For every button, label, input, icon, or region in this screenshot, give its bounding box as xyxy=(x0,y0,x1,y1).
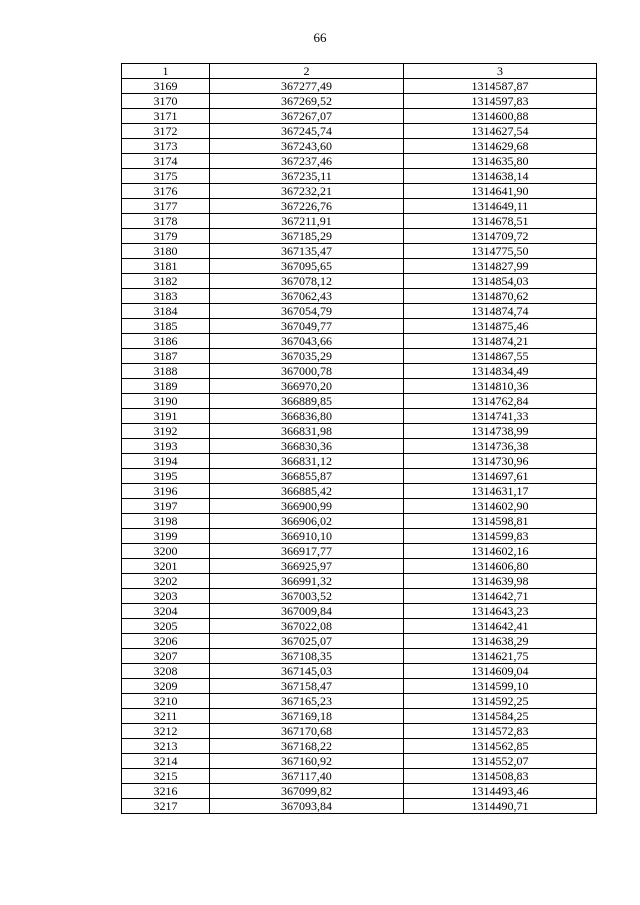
point-number-cell: 3187 xyxy=(122,349,210,364)
y-coordinate-cell: 1314600,88 xyxy=(404,109,597,124)
table-body xyxy=(122,79,597,814)
x-coordinate-cell: 367003,52 xyxy=(210,589,404,604)
y-coordinate-cell: 1314638,29 xyxy=(404,634,597,649)
x-coordinate-cell: 367009,84 xyxy=(210,604,404,619)
column-header-2: 2 xyxy=(210,64,404,79)
point-number-cell: 3188 xyxy=(122,364,210,379)
point-number-cell: 3191 xyxy=(122,409,210,424)
y-coordinate-cell: 1314606,80 xyxy=(404,559,597,574)
point-number-cell: 3202 xyxy=(122,574,210,589)
table-row xyxy=(122,424,597,439)
table-row xyxy=(122,694,597,709)
page-number: 66 xyxy=(313,30,327,45)
table-row xyxy=(122,259,597,274)
point-number-cell: 3169 xyxy=(122,79,210,94)
table-header-row xyxy=(122,64,597,79)
y-coordinate-cell: 1314584,25 xyxy=(404,709,597,724)
y-coordinate-cell: 1314639,98 xyxy=(404,574,597,589)
table-row xyxy=(122,454,597,469)
x-coordinate-cell: 367269,52 xyxy=(210,94,404,109)
table-row xyxy=(122,574,597,589)
x-coordinate-cell: 367078,12 xyxy=(210,274,404,289)
table-row xyxy=(122,784,597,799)
y-coordinate-cell: 1314599,83 xyxy=(404,529,597,544)
table-row xyxy=(122,469,597,484)
table-row xyxy=(122,289,597,304)
y-coordinate-cell: 1314827,99 xyxy=(404,259,597,274)
x-coordinate-cell: 367093,84 xyxy=(210,799,404,814)
y-coordinate-cell: 1314552,07 xyxy=(404,754,597,769)
y-coordinate-cell: 1314642,71 xyxy=(404,589,597,604)
x-coordinate-cell: 367108,35 xyxy=(210,649,404,664)
y-coordinate-cell: 1314597,83 xyxy=(404,94,597,109)
table-row xyxy=(122,664,597,679)
x-coordinate-cell: 367169,18 xyxy=(210,709,404,724)
y-coordinate-cell: 1314730,96 xyxy=(404,454,597,469)
x-coordinate-cell: 366900,99 xyxy=(210,499,404,514)
table-row xyxy=(122,154,597,169)
y-coordinate-cell: 1314643,23 xyxy=(404,604,597,619)
y-coordinate-cell: 1314741,33 xyxy=(404,409,597,424)
point-number-cell: 3207 xyxy=(122,649,210,664)
point-number-cell: 3213 xyxy=(122,739,210,754)
table-row xyxy=(122,559,597,574)
table-row xyxy=(122,139,597,154)
y-coordinate-cell: 1314810,36 xyxy=(404,379,597,394)
x-coordinate-cell: 367117,40 xyxy=(210,769,404,784)
table-row xyxy=(122,334,597,349)
point-number-cell: 3177 xyxy=(122,199,210,214)
table-row xyxy=(122,199,597,214)
y-coordinate-cell: 1314870,62 xyxy=(404,289,597,304)
table-row xyxy=(122,619,597,634)
x-coordinate-cell: 367049,77 xyxy=(210,319,404,334)
x-coordinate-cell: 367160,92 xyxy=(210,754,404,769)
x-coordinate-cell: 367145,03 xyxy=(210,664,404,679)
table-row xyxy=(122,244,597,259)
point-number-cell: 3196 xyxy=(122,484,210,499)
y-coordinate-cell: 1314641,90 xyxy=(404,184,597,199)
point-number-cell: 3214 xyxy=(122,754,210,769)
table-row xyxy=(122,604,597,619)
x-coordinate-cell: 367135,47 xyxy=(210,244,404,259)
table-row xyxy=(122,349,597,364)
table-row xyxy=(122,799,597,814)
point-number-cell: 3175 xyxy=(122,169,210,184)
point-number-cell: 3208 xyxy=(122,664,210,679)
y-coordinate-cell: 1314572,83 xyxy=(404,724,597,739)
point-number-cell: 3182 xyxy=(122,274,210,289)
x-coordinate-cell: 367237,46 xyxy=(210,154,404,169)
y-coordinate-cell: 1314627,54 xyxy=(404,124,597,139)
x-coordinate-cell: 367035,29 xyxy=(210,349,404,364)
x-coordinate-cell: 366917,77 xyxy=(210,544,404,559)
point-number-cell: 3206 xyxy=(122,634,210,649)
table-row xyxy=(122,364,597,379)
table-row xyxy=(122,484,597,499)
point-number-cell: 3201 xyxy=(122,559,210,574)
point-number-cell: 3185 xyxy=(122,319,210,334)
y-coordinate-cell: 1314635,80 xyxy=(404,154,597,169)
y-coordinate-cell: 1314874,74 xyxy=(404,304,597,319)
point-number-cell: 3200 xyxy=(122,544,210,559)
point-number-cell: 3209 xyxy=(122,679,210,694)
table-row xyxy=(122,634,597,649)
y-coordinate-cell: 1314493,46 xyxy=(404,784,597,799)
y-coordinate-cell: 1314490,71 xyxy=(404,799,597,814)
point-number-cell: 3173 xyxy=(122,139,210,154)
point-number-cell: 3195 xyxy=(122,469,210,484)
x-coordinate-cell: 367099,82 xyxy=(210,784,404,799)
x-coordinate-cell: 366836,80 xyxy=(210,409,404,424)
y-coordinate-cell: 1314738,99 xyxy=(404,424,597,439)
y-coordinate-cell: 1314762,84 xyxy=(404,394,597,409)
point-number-cell: 3174 xyxy=(122,154,210,169)
y-coordinate-cell: 1314649,11 xyxy=(404,199,597,214)
x-coordinate-cell: 366906,02 xyxy=(210,514,404,529)
x-coordinate-cell: 367243,60 xyxy=(210,139,404,154)
point-number-cell: 3210 xyxy=(122,694,210,709)
y-coordinate-cell: 1314834,49 xyxy=(404,364,597,379)
x-coordinate-cell: 367022,08 xyxy=(210,619,404,634)
x-coordinate-cell: 367062,43 xyxy=(210,289,404,304)
y-coordinate-cell: 1314631,17 xyxy=(404,484,597,499)
table-row xyxy=(122,589,597,604)
table-row xyxy=(122,214,597,229)
table-row xyxy=(122,544,597,559)
point-number-cell: 3184 xyxy=(122,304,210,319)
table-row xyxy=(122,304,597,319)
point-number-cell: 3204 xyxy=(122,604,210,619)
table-row xyxy=(122,319,597,334)
table-row xyxy=(122,769,597,784)
point-number-cell: 3178 xyxy=(122,214,210,229)
y-coordinate-cell: 1314709,72 xyxy=(404,229,597,244)
point-number-cell: 3211 xyxy=(122,709,210,724)
x-coordinate-cell: 367235,11 xyxy=(210,169,404,184)
x-coordinate-cell: 367211,91 xyxy=(210,214,404,229)
table-row xyxy=(122,739,597,754)
y-coordinate-cell: 1314592,25 xyxy=(404,694,597,709)
y-coordinate-cell: 1314775,50 xyxy=(404,244,597,259)
y-coordinate-cell: 1314875,46 xyxy=(404,319,597,334)
x-coordinate-cell: 366831,12 xyxy=(210,454,404,469)
table-row xyxy=(122,184,597,199)
x-coordinate-cell: 366991,32 xyxy=(210,574,404,589)
table-row xyxy=(122,394,597,409)
table-row xyxy=(122,274,597,289)
y-coordinate-cell: 1314508,83 xyxy=(404,769,597,784)
y-coordinate-cell: 1314638,14 xyxy=(404,169,597,184)
y-coordinate-cell: 1314736,38 xyxy=(404,439,597,454)
column-header-3: 3 xyxy=(404,64,597,79)
y-coordinate-cell: 1314587,87 xyxy=(404,79,597,94)
point-number-cell: 3172 xyxy=(122,124,210,139)
point-number-cell: 3193 xyxy=(122,439,210,454)
column-header-1: 1 xyxy=(122,64,210,79)
x-coordinate-cell: 367158,47 xyxy=(210,679,404,694)
point-number-cell: 3197 xyxy=(122,499,210,514)
point-number-cell: 3183 xyxy=(122,289,210,304)
x-coordinate-cell: 367043,66 xyxy=(210,334,404,349)
y-coordinate-cell: 1314874,21 xyxy=(404,334,597,349)
x-coordinate-cell: 366855,87 xyxy=(210,469,404,484)
point-number-cell: 3194 xyxy=(122,454,210,469)
table-row xyxy=(122,409,597,424)
point-number-cell: 3186 xyxy=(122,334,210,349)
point-number-cell: 3180 xyxy=(122,244,210,259)
table-row xyxy=(122,379,597,394)
table-row xyxy=(122,679,597,694)
x-coordinate-cell: 366910,10 xyxy=(210,529,404,544)
y-coordinate-cell: 1314854,03 xyxy=(404,274,597,289)
x-coordinate-cell: 367165,23 xyxy=(210,694,404,709)
point-number-cell: 3216 xyxy=(122,784,210,799)
table-row xyxy=(122,499,597,514)
x-coordinate-cell: 366970,20 xyxy=(210,379,404,394)
x-coordinate-cell: 366889,85 xyxy=(210,394,404,409)
y-coordinate-cell: 1314602,16 xyxy=(404,544,597,559)
table-row xyxy=(122,724,597,739)
point-number-cell: 3170 xyxy=(122,94,210,109)
y-coordinate-cell: 1314642,41 xyxy=(404,619,597,634)
table-row xyxy=(122,229,597,244)
x-coordinate-cell: 367185,29 xyxy=(210,229,404,244)
x-coordinate-cell: 366830,36 xyxy=(210,439,404,454)
x-coordinate-cell: 367267,07 xyxy=(210,109,404,124)
y-coordinate-cell: 1314598,81 xyxy=(404,514,597,529)
x-coordinate-cell: 366885,42 xyxy=(210,484,404,499)
x-coordinate-cell: 367226,76 xyxy=(210,199,404,214)
table-row xyxy=(122,109,597,124)
y-coordinate-cell: 1314599,10 xyxy=(404,679,597,694)
y-coordinate-cell: 1314562,85 xyxy=(404,739,597,754)
x-coordinate-cell: 367170,68 xyxy=(210,724,404,739)
table-row xyxy=(122,169,597,184)
point-number-cell: 3176 xyxy=(122,184,210,199)
x-coordinate-cell: 367095,65 xyxy=(210,259,404,274)
x-coordinate-cell: 366925,97 xyxy=(210,559,404,574)
y-coordinate-cell: 1314678,51 xyxy=(404,214,597,229)
table-row xyxy=(122,649,597,664)
point-number-cell: 3212 xyxy=(122,724,210,739)
table-row xyxy=(122,439,597,454)
point-number-cell: 3189 xyxy=(122,379,210,394)
table-row xyxy=(122,529,597,544)
x-coordinate-cell: 367025,07 xyxy=(210,634,404,649)
table-row xyxy=(122,709,597,724)
table-row xyxy=(122,124,597,139)
y-coordinate-cell: 1314602,90 xyxy=(404,499,597,514)
y-coordinate-cell: 1314621,75 xyxy=(404,649,597,664)
point-number-cell: 3190 xyxy=(122,394,210,409)
point-number-cell: 3192 xyxy=(122,424,210,439)
x-coordinate-cell: 367245,74 xyxy=(210,124,404,139)
point-number-cell: 3217 xyxy=(122,799,210,814)
point-number-cell: 3199 xyxy=(122,529,210,544)
x-coordinate-cell: 367232,21 xyxy=(210,184,404,199)
table-row xyxy=(122,754,597,769)
point-number-cell: 3171 xyxy=(122,109,210,124)
y-coordinate-cell: 1314697,61 xyxy=(404,469,597,484)
point-number-cell: 3179 xyxy=(122,229,210,244)
y-coordinate-cell: 1314629,68 xyxy=(404,139,597,154)
table-row xyxy=(122,94,597,109)
coordinates-table xyxy=(121,63,597,814)
table-row xyxy=(122,79,597,94)
point-number-cell: 3181 xyxy=(122,259,210,274)
x-coordinate-cell: 366831,98 xyxy=(210,424,404,439)
point-number-cell: 3215 xyxy=(122,769,210,784)
x-coordinate-cell: 367000,78 xyxy=(210,364,404,379)
point-number-cell: 3203 xyxy=(122,589,210,604)
x-coordinate-cell: 367277,49 xyxy=(210,79,404,94)
x-coordinate-cell: 367054,79 xyxy=(210,304,404,319)
table-row xyxy=(122,514,597,529)
point-number-cell: 3205 xyxy=(122,619,210,634)
point-number-cell: 3198 xyxy=(122,514,210,529)
y-coordinate-cell: 1314609,04 xyxy=(404,664,597,679)
y-coordinate-cell: 1314867,55 xyxy=(404,349,597,364)
x-coordinate-cell: 367168,22 xyxy=(210,739,404,754)
